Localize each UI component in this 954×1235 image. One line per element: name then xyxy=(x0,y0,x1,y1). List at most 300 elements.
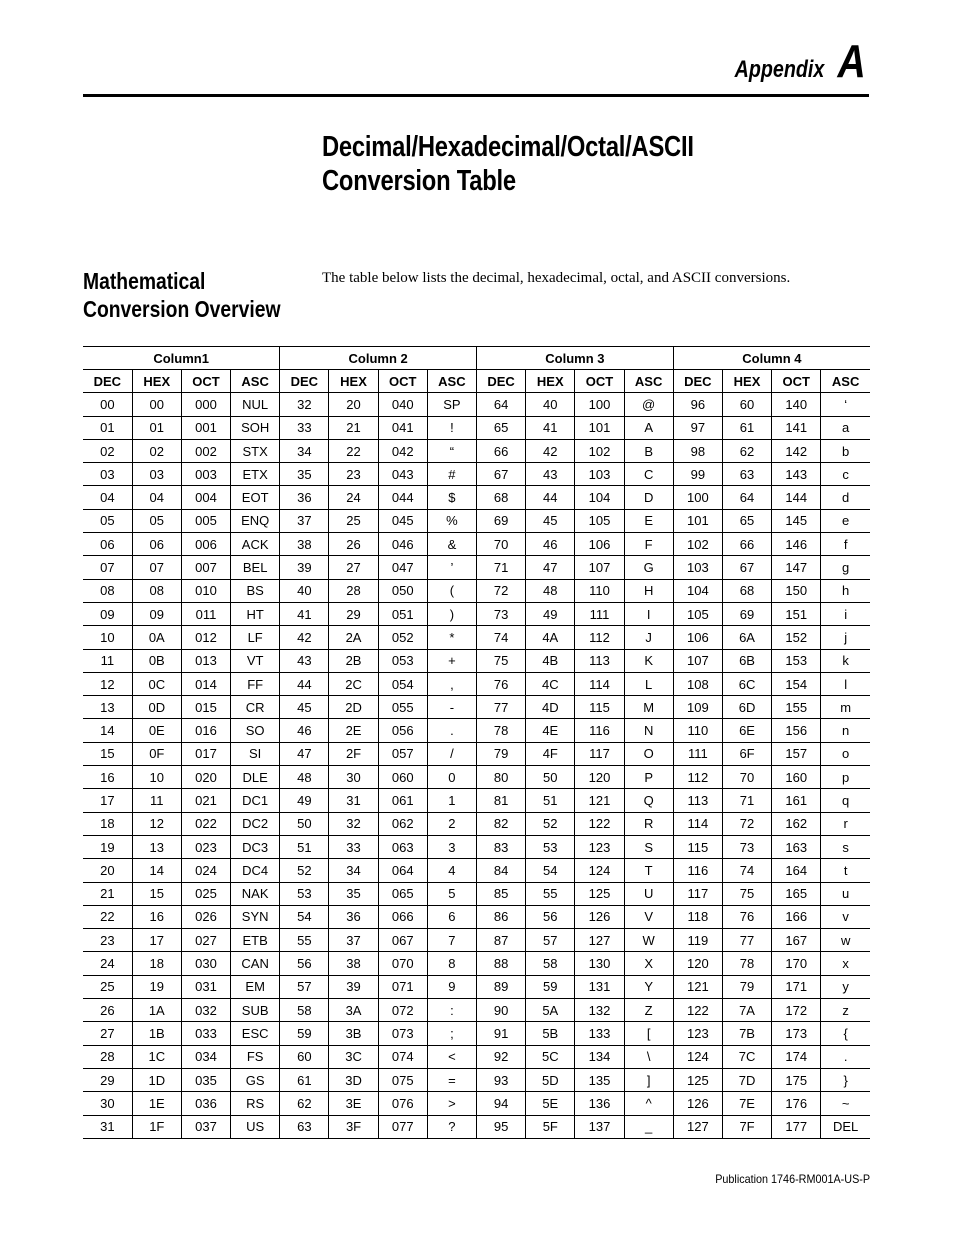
cell-oct: 026 xyxy=(181,905,230,928)
cell-hex: 41 xyxy=(526,416,575,439)
cell-dec: 24 xyxy=(83,952,132,975)
cell-oct: 016 xyxy=(181,719,230,742)
cell-dec: 44 xyxy=(280,672,329,695)
cell-asc: E xyxy=(624,509,673,532)
cell-oct: 004 xyxy=(181,486,230,509)
table-body xyxy=(83,393,870,1139)
conversion-table xyxy=(83,346,870,1139)
cell-dec: 67 xyxy=(477,463,526,486)
cell-hex: 60 xyxy=(722,393,771,416)
cell-asc: F xyxy=(624,533,673,556)
cell-asc: . xyxy=(821,1045,870,1068)
cell-dec: 106 xyxy=(673,626,722,649)
header-rule xyxy=(83,94,869,97)
cell-dec: 34 xyxy=(280,439,329,462)
cell-hex: 58 xyxy=(526,952,575,975)
cell-hex: 0C xyxy=(132,672,181,695)
column-header-dec: DEC xyxy=(83,370,132,393)
cell-oct: 172 xyxy=(772,999,821,1022)
column-header-dec: DEC xyxy=(477,370,526,393)
cell-dec: 38 xyxy=(280,533,329,556)
cell-oct: 112 xyxy=(575,626,624,649)
table-row xyxy=(83,1115,870,1138)
column-header-asc: ASC xyxy=(624,370,673,393)
cell-hex: 31 xyxy=(329,789,378,812)
cell-asc: ~ xyxy=(821,1092,870,1115)
cell-asc: Q xyxy=(624,789,673,812)
cell-oct: 061 xyxy=(378,789,427,812)
cell-hex: 34 xyxy=(329,859,378,882)
cell-oct: 116 xyxy=(575,719,624,742)
table-row xyxy=(83,672,870,695)
cell-oct: 062 xyxy=(378,812,427,835)
cell-asc: ! xyxy=(427,416,476,439)
column-header-dec: DEC xyxy=(673,370,722,393)
cell-hex: 54 xyxy=(526,859,575,882)
cell-hex: 72 xyxy=(722,812,771,835)
cell-asc: FF xyxy=(231,672,280,695)
cell-hex: 50 xyxy=(526,766,575,789)
cell-asc: e xyxy=(821,509,870,532)
cell-asc: W xyxy=(624,929,673,952)
cell-oct: 011 xyxy=(181,602,230,625)
cell-asc: SP xyxy=(427,393,476,416)
cell-hex: 5C xyxy=(526,1045,575,1068)
cell-oct: 162 xyxy=(772,812,821,835)
table-row xyxy=(83,556,870,579)
cell-hex: 74 xyxy=(722,859,771,882)
cell-dec: 104 xyxy=(673,579,722,602)
cell-asc: l xyxy=(821,672,870,695)
cell-oct: 020 xyxy=(181,766,230,789)
cell-asc: HT xyxy=(231,602,280,625)
cell-oct: 124 xyxy=(575,859,624,882)
cell-oct: 065 xyxy=(378,882,427,905)
cell-asc: S xyxy=(624,835,673,858)
cell-oct: 107 xyxy=(575,556,624,579)
cell-asc: B xyxy=(624,439,673,462)
cell-hex: 7E xyxy=(722,1092,771,1115)
cell-dec: 71 xyxy=(477,556,526,579)
cell-asc: c xyxy=(821,463,870,486)
cell-dec: 113 xyxy=(673,789,722,812)
cell-dec: 26 xyxy=(83,999,132,1022)
cell-dec: 32 xyxy=(280,393,329,416)
cell-asc: : xyxy=(427,999,476,1022)
cell-hex: 2C xyxy=(329,672,378,695)
cell-asc: I xyxy=(624,602,673,625)
cell-hex: 69 xyxy=(722,602,771,625)
cell-oct: 034 xyxy=(181,1045,230,1068)
cell-dec: 46 xyxy=(280,719,329,742)
cell-asc: SOH xyxy=(231,416,280,439)
column-header-dec: DEC xyxy=(280,370,329,393)
cell-asc: ? xyxy=(427,1115,476,1138)
cell-oct: 104 xyxy=(575,486,624,509)
cell-hex: 38 xyxy=(329,952,378,975)
cell-hex: 56 xyxy=(526,905,575,928)
cell-asc: / xyxy=(427,742,476,765)
cell-asc: ] xyxy=(624,1068,673,1091)
cell-asc: M xyxy=(624,696,673,719)
cell-oct: 070 xyxy=(378,952,427,975)
cell-asc: EOT xyxy=(231,486,280,509)
cell-dec: 74 xyxy=(477,626,526,649)
cell-asc: VT xyxy=(231,649,280,672)
cell-asc: j xyxy=(821,626,870,649)
cell-hex: 62 xyxy=(722,439,771,462)
cell-hex: 3E xyxy=(329,1092,378,1115)
cell-asc: ENQ xyxy=(231,509,280,532)
cell-dec: 01 xyxy=(83,416,132,439)
cell-dec: 88 xyxy=(477,952,526,975)
cell-oct: 025 xyxy=(181,882,230,905)
cell-asc: SUB xyxy=(231,999,280,1022)
cell-dec: 45 xyxy=(280,696,329,719)
cell-hex: 7C xyxy=(722,1045,771,1068)
cell-dec: 107 xyxy=(673,649,722,672)
cell-asc: 6 xyxy=(427,905,476,928)
cell-oct: 105 xyxy=(575,509,624,532)
group-header: Column1 xyxy=(83,347,280,370)
cell-oct: 132 xyxy=(575,999,624,1022)
cell-asc: SI xyxy=(231,742,280,765)
cell-hex: 11 xyxy=(132,789,181,812)
cell-hex: 2B xyxy=(329,649,378,672)
cell-asc: DC4 xyxy=(231,859,280,882)
cell-hex: 71 xyxy=(722,789,771,812)
cell-dec: 13 xyxy=(83,696,132,719)
cell-hex: 01 xyxy=(132,416,181,439)
cell-asc: m xyxy=(821,696,870,719)
cell-hex: 6B xyxy=(722,649,771,672)
cell-asc: q xyxy=(821,789,870,812)
cell-hex: 66 xyxy=(722,533,771,556)
cell-hex: 0B xyxy=(132,649,181,672)
cell-dec: 72 xyxy=(477,579,526,602)
group-header: Column 2 xyxy=(280,347,477,370)
cell-asc: RS xyxy=(231,1092,280,1115)
table-row xyxy=(83,859,870,882)
cell-oct: 177 xyxy=(772,1115,821,1138)
cell-oct: 014 xyxy=(181,672,230,695)
cell-dec: 111 xyxy=(673,742,722,765)
cell-asc: n xyxy=(821,719,870,742)
cell-asc: \ xyxy=(624,1045,673,1068)
cell-hex: 78 xyxy=(722,952,771,975)
cell-asc: p xyxy=(821,766,870,789)
cell-hex: 7A xyxy=(722,999,771,1022)
cell-dec: 75 xyxy=(477,649,526,672)
cell-asc: w xyxy=(821,929,870,952)
page-title xyxy=(322,130,847,198)
cell-asc: SO xyxy=(231,719,280,742)
cell-dec: 05 xyxy=(83,509,132,532)
cell-oct: 031 xyxy=(181,975,230,998)
page-title-line-1: Decimal/Hexadecimal/Octal/ASCII xyxy=(322,131,694,163)
cell-asc: r xyxy=(821,812,870,835)
cell-oct: 077 xyxy=(378,1115,427,1138)
cell-oct: 133 xyxy=(575,1022,624,1045)
cell-asc: , xyxy=(427,672,476,695)
cell-dec: 117 xyxy=(673,882,722,905)
cell-asc: O xyxy=(624,742,673,765)
column-header-oct: OCT xyxy=(575,370,624,393)
cell-dec: 64 xyxy=(477,393,526,416)
cell-asc: GS xyxy=(231,1068,280,1091)
cell-hex: 57 xyxy=(526,929,575,952)
cell-dec: 102 xyxy=(673,533,722,556)
table-row xyxy=(83,1022,870,1045)
cell-dec: 37 xyxy=(280,509,329,532)
cell-hex: 1A xyxy=(132,999,181,1022)
cell-hex: 29 xyxy=(329,602,378,625)
cell-asc: 2 xyxy=(427,812,476,835)
cell-dec: 36 xyxy=(280,486,329,509)
cell-asc: SYN xyxy=(231,905,280,928)
cell-asc: R xyxy=(624,812,673,835)
table-row xyxy=(83,789,870,812)
cell-dec: 90 xyxy=(477,999,526,1022)
cell-hex: 17 xyxy=(132,929,181,952)
cell-oct: 152 xyxy=(772,626,821,649)
cell-dec: 100 xyxy=(673,486,722,509)
cell-oct: 164 xyxy=(772,859,821,882)
cell-dec: 79 xyxy=(477,742,526,765)
cell-asc: { xyxy=(821,1022,870,1045)
cell-hex: 03 xyxy=(132,463,181,486)
cell-dec: 70 xyxy=(477,533,526,556)
table-row xyxy=(83,696,870,719)
cell-dec: 31 xyxy=(83,1115,132,1138)
cell-dec: 56 xyxy=(280,952,329,975)
cell-hex: 43 xyxy=(526,463,575,486)
cell-oct: 017 xyxy=(181,742,230,765)
table-row xyxy=(83,416,870,439)
cell-asc: 1 xyxy=(427,789,476,812)
cell-hex: 3F xyxy=(329,1115,378,1138)
cell-asc: “ xyxy=(427,439,476,462)
cell-asc: @ xyxy=(624,393,673,416)
table-row xyxy=(83,509,870,532)
cell-oct: 153 xyxy=(772,649,821,672)
cell-asc: ESC xyxy=(231,1022,280,1045)
cell-asc: 3 xyxy=(427,835,476,858)
cell-asc: ACK xyxy=(231,533,280,556)
cell-dec: 84 xyxy=(477,859,526,882)
cell-asc: NUL xyxy=(231,393,280,416)
cell-asc: b xyxy=(821,439,870,462)
cell-hex: 2D xyxy=(329,696,378,719)
cell-hex: 44 xyxy=(526,486,575,509)
table-row xyxy=(83,812,870,835)
cell-hex: 1F xyxy=(132,1115,181,1138)
cell-asc: X xyxy=(624,952,673,975)
cell-dec: 118 xyxy=(673,905,722,928)
cell-asc: g xyxy=(821,556,870,579)
cell-asc: DC3 xyxy=(231,835,280,858)
column-header-hex: HEX xyxy=(722,370,771,393)
cell-oct: 137 xyxy=(575,1115,624,1138)
cell-oct: 052 xyxy=(378,626,427,649)
cell-dec: 28 xyxy=(83,1045,132,1068)
cell-asc: ) xyxy=(427,602,476,625)
cell-asc: Z xyxy=(624,999,673,1022)
cell-hex: 4F xyxy=(526,742,575,765)
table-row xyxy=(83,463,870,486)
cell-hex: 76 xyxy=(722,905,771,928)
table-row xyxy=(83,766,870,789)
column-header-hex: HEX xyxy=(132,370,181,393)
cell-oct: 064 xyxy=(378,859,427,882)
cell-hex: 05 xyxy=(132,509,181,532)
cell-hex: 37 xyxy=(329,929,378,952)
cell-oct: 141 xyxy=(772,416,821,439)
cell-asc: 0 xyxy=(427,766,476,789)
cell-hex: 36 xyxy=(329,905,378,928)
cell-oct: 015 xyxy=(181,696,230,719)
cell-dec: 03 xyxy=(83,463,132,486)
cell-dec: 02 xyxy=(83,439,132,462)
cell-oct: 131 xyxy=(575,975,624,998)
table-row xyxy=(83,1068,870,1091)
cell-asc: . xyxy=(427,719,476,742)
cell-dec: 68 xyxy=(477,486,526,509)
cell-oct: 150 xyxy=(772,579,821,602)
cell-oct: 110 xyxy=(575,579,624,602)
cell-dec: 87 xyxy=(477,929,526,952)
cell-hex: 6D xyxy=(722,696,771,719)
cell-oct: 071 xyxy=(378,975,427,998)
cell-asc: 9 xyxy=(427,975,476,998)
cell-hex: 18 xyxy=(132,952,181,975)
cell-hex: 5F xyxy=(526,1115,575,1138)
cell-hex: 4A xyxy=(526,626,575,649)
cell-hex: 73 xyxy=(722,835,771,858)
cell-dec: 62 xyxy=(280,1092,329,1115)
table-row xyxy=(83,742,870,765)
cell-hex: 61 xyxy=(722,416,771,439)
cell-dec: 108 xyxy=(673,672,722,695)
cell-oct: 063 xyxy=(378,835,427,858)
table-row xyxy=(83,649,870,672)
cell-oct: 154 xyxy=(772,672,821,695)
cell-asc: N xyxy=(624,719,673,742)
cell-hex: 0F xyxy=(132,742,181,765)
cell-oct: 044 xyxy=(378,486,427,509)
cell-dec: 91 xyxy=(477,1022,526,1045)
cell-hex: 6F xyxy=(722,742,771,765)
cell-dec: 54 xyxy=(280,905,329,928)
cell-dec: 15 xyxy=(83,742,132,765)
section-heading-line-2: Conversion Overview xyxy=(83,296,281,322)
cell-oct: 106 xyxy=(575,533,624,556)
cell-oct: 046 xyxy=(378,533,427,556)
cell-oct: 134 xyxy=(575,1045,624,1068)
cell-asc: _ xyxy=(624,1115,673,1138)
cell-oct: 142 xyxy=(772,439,821,462)
cell-asc: Y xyxy=(624,975,673,998)
cell-hex: 0A xyxy=(132,626,181,649)
cell-hex: 0D xyxy=(132,696,181,719)
cell-asc: C xyxy=(624,463,673,486)
cell-oct: 023 xyxy=(181,835,230,858)
cell-dec: 58 xyxy=(280,999,329,1022)
cell-hex: 16 xyxy=(132,905,181,928)
cell-dec: 57 xyxy=(280,975,329,998)
cell-oct: 102 xyxy=(575,439,624,462)
cell-hex: 68 xyxy=(722,579,771,602)
cell-asc: ( xyxy=(427,579,476,602)
cell-oct: 111 xyxy=(575,602,624,625)
cell-asc: G xyxy=(624,556,673,579)
cell-hex: 39 xyxy=(329,975,378,998)
cell-oct: 144 xyxy=(772,486,821,509)
table-row xyxy=(83,999,870,1022)
column-header-oct: OCT xyxy=(772,370,821,393)
cell-dec: 09 xyxy=(83,602,132,625)
cell-asc: 5 xyxy=(427,882,476,905)
table-row xyxy=(83,579,870,602)
cell-hex: 5A xyxy=(526,999,575,1022)
cell-asc: NAK xyxy=(231,882,280,905)
cell-dec: 06 xyxy=(83,533,132,556)
cell-asc: = xyxy=(427,1068,476,1091)
cell-asc: k xyxy=(821,649,870,672)
cell-asc: K xyxy=(624,649,673,672)
section-heading-line-1: Mathematical xyxy=(83,268,206,294)
cell-oct: 056 xyxy=(378,719,427,742)
cell-oct: 051 xyxy=(378,602,427,625)
cell-asc: h xyxy=(821,579,870,602)
cell-asc: % xyxy=(427,509,476,532)
cell-oct: 157 xyxy=(772,742,821,765)
cell-oct: 125 xyxy=(575,882,624,905)
cell-oct: 166 xyxy=(772,905,821,928)
cell-hex: 13 xyxy=(132,835,181,858)
table-row xyxy=(83,1092,870,1115)
cell-hex: 42 xyxy=(526,439,575,462)
cell-oct: 073 xyxy=(378,1022,427,1045)
cell-hex: 48 xyxy=(526,579,575,602)
cell-asc: D xyxy=(624,486,673,509)
cell-oct: 003 xyxy=(181,463,230,486)
cell-hex: 77 xyxy=(722,929,771,952)
cell-asc: ETX xyxy=(231,463,280,486)
cell-hex: 33 xyxy=(329,835,378,858)
cell-asc: DC1 xyxy=(231,789,280,812)
table-row xyxy=(83,602,870,625)
cell-oct: 151 xyxy=(772,602,821,625)
cell-hex: 65 xyxy=(722,509,771,532)
cell-oct: 156 xyxy=(772,719,821,742)
cell-dec: 116 xyxy=(673,859,722,882)
cell-oct: 005 xyxy=(181,509,230,532)
column-header-hex: HEX xyxy=(329,370,378,393)
cell-hex: 4D xyxy=(526,696,575,719)
cell-oct: 163 xyxy=(772,835,821,858)
cell-oct: 012 xyxy=(181,626,230,649)
cell-oct: 135 xyxy=(575,1068,624,1091)
cell-dec: 43 xyxy=(280,649,329,672)
cell-oct: 075 xyxy=(378,1068,427,1091)
cell-dec: 53 xyxy=(280,882,329,905)
cell-dec: 123 xyxy=(673,1022,722,1045)
table-row xyxy=(83,975,870,998)
cell-dec: 86 xyxy=(477,905,526,928)
cell-hex: 22 xyxy=(329,439,378,462)
cell-asc: EM xyxy=(231,975,280,998)
